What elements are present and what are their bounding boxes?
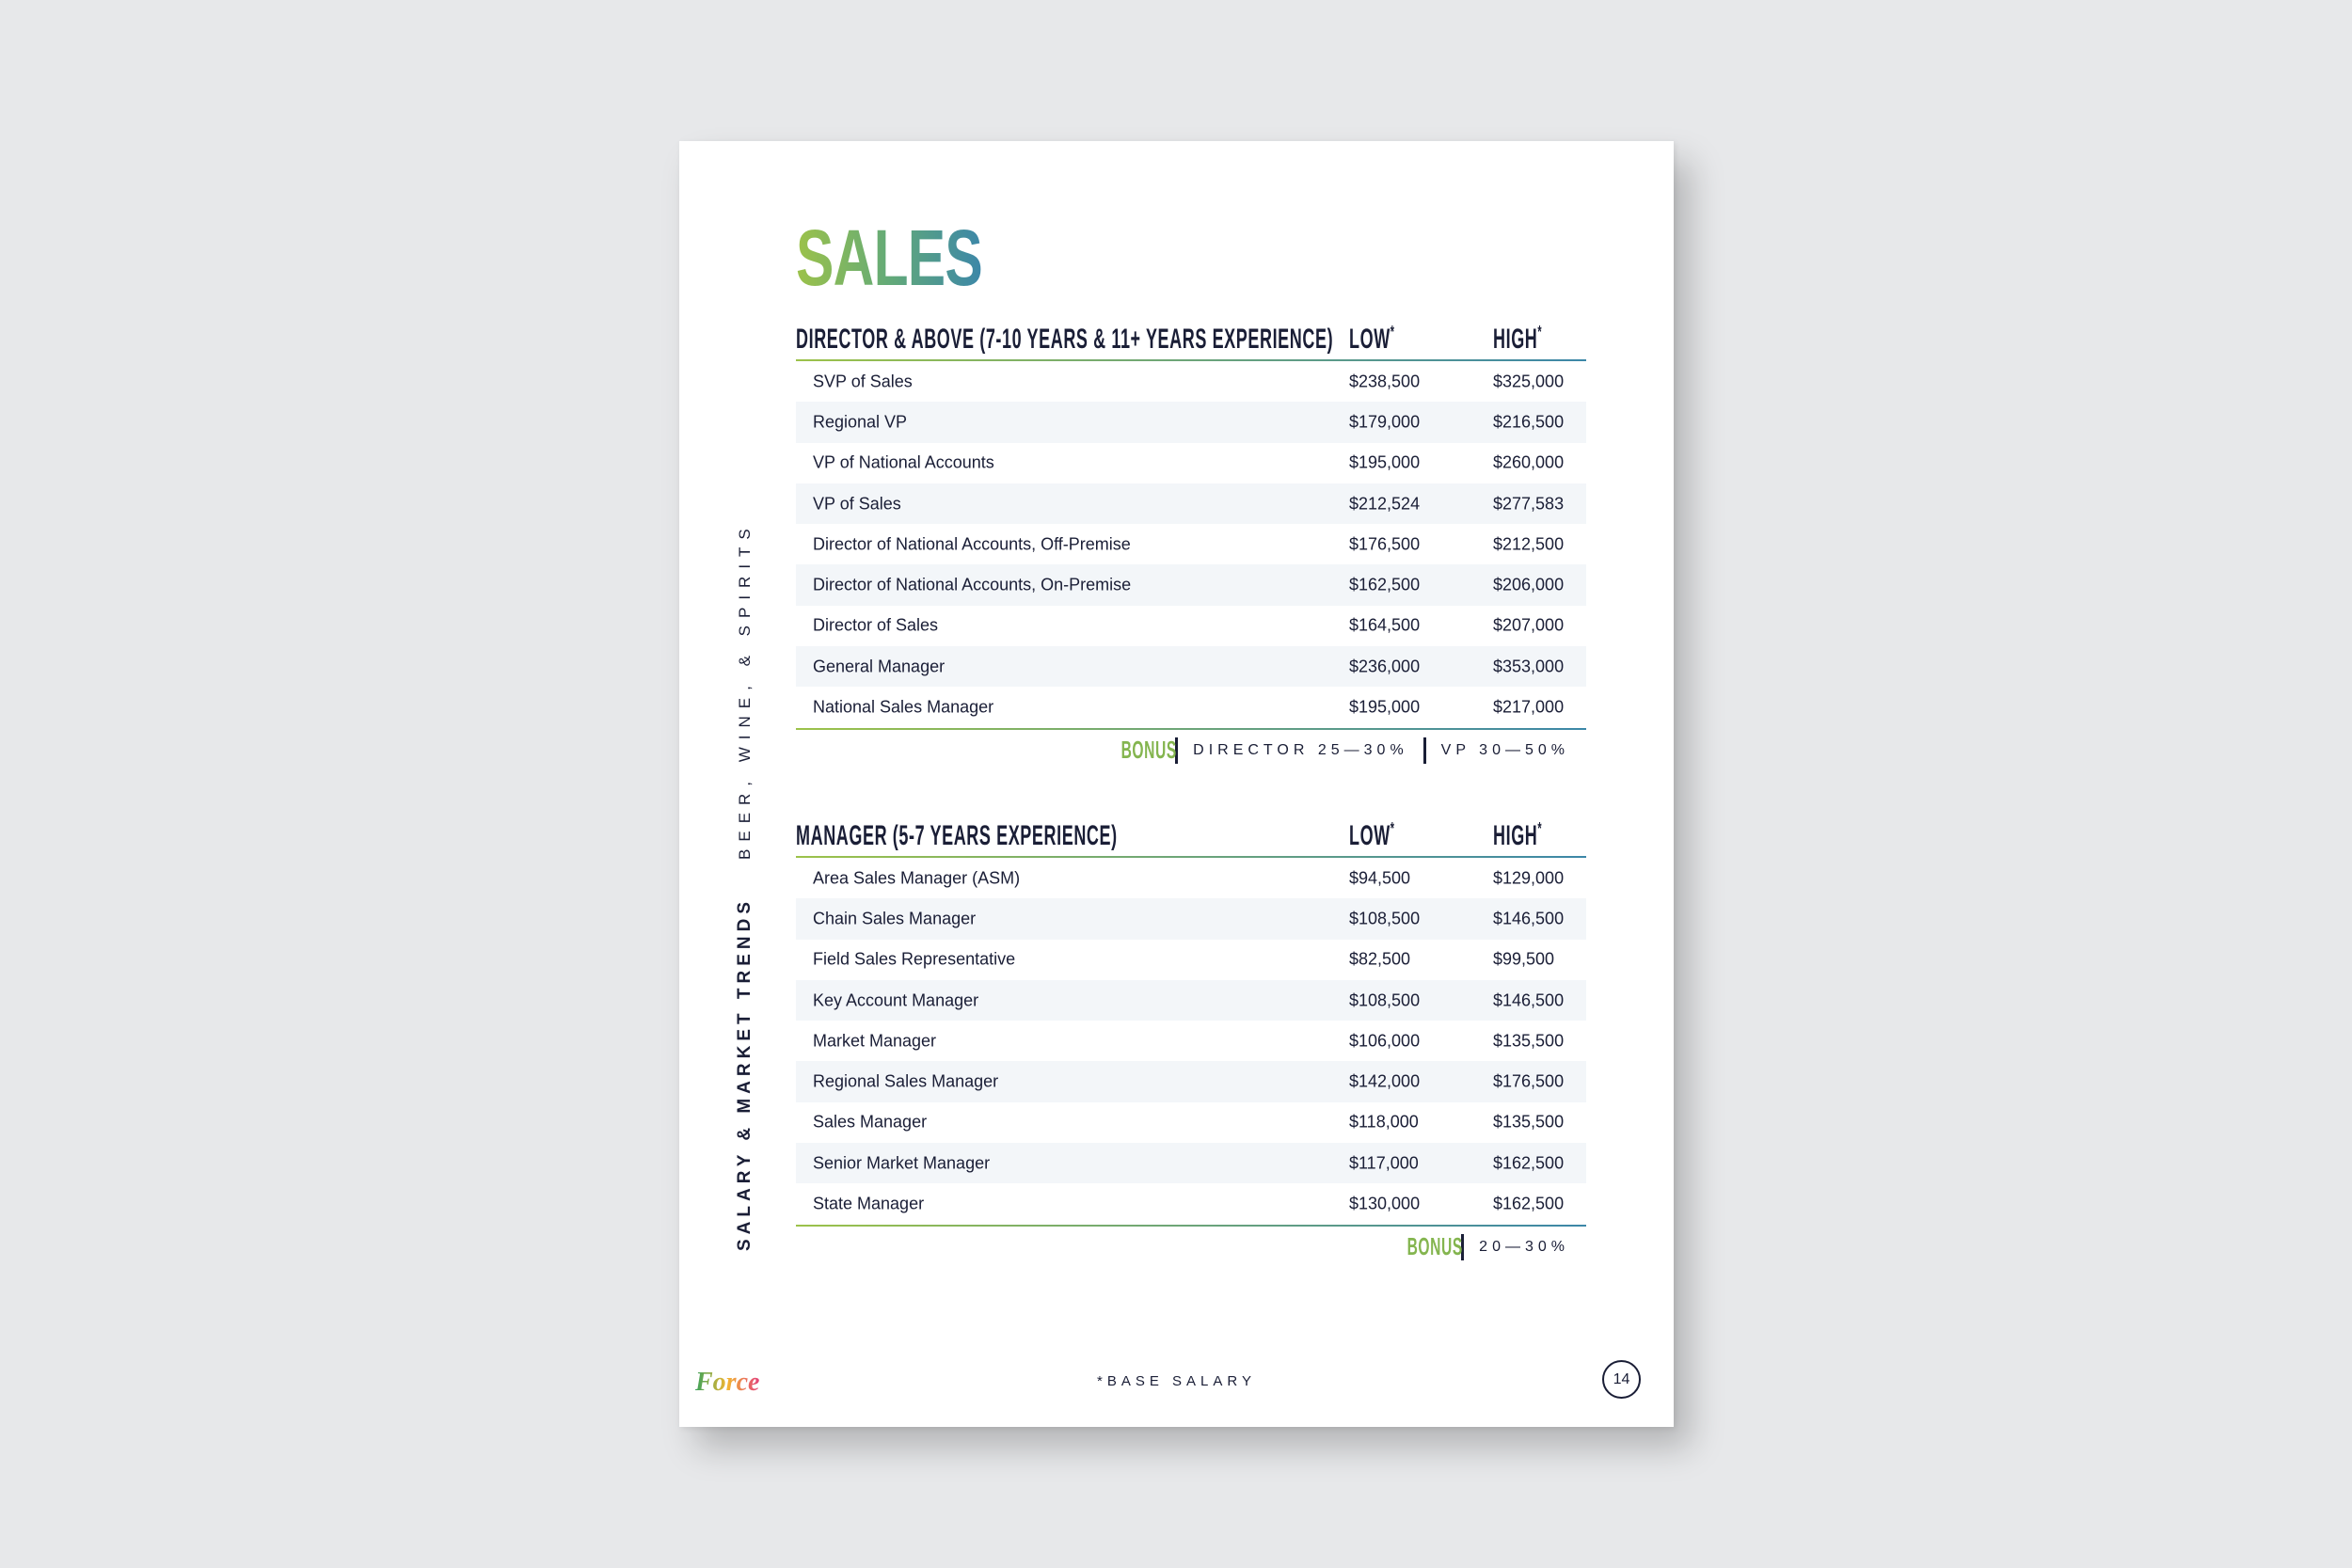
high-salary: $146,500 <box>1493 909 1565 928</box>
bonus-divider <box>1423 737 1426 764</box>
footnote: *BASE SALARY <box>1097 1373 1256 1389</box>
document-page <box>679 141 1674 1427</box>
low-salary: $195,000 <box>1349 697 1421 717</box>
table-row <box>796 1061 1586 1101</box>
section-heading: MANAGER (5-7 YEARS EXPERIENCE) <box>796 820 1118 851</box>
asterisk: * <box>1537 323 1543 341</box>
table-row <box>796 980 1586 1021</box>
low-salary: $108,500 <box>1349 909 1421 928</box>
low-salary: $238,500 <box>1349 372 1421 391</box>
low-label: LOW <box>1349 324 1391 355</box>
table-row <box>796 940 1586 980</box>
high-salary: $162,500 <box>1493 1153 1565 1173</box>
low-salary: $212,524 <box>1349 494 1421 514</box>
table-row <box>796 483 1586 524</box>
section-heading: DIRECTOR & ABOVE (7-10 YEARS & 11+ YEARS EXPERIENCE) <box>796 324 1334 355</box>
high-salary: $260,000 <box>1493 452 1565 472</box>
job-title: Director of National Accounts, Off-Premise <box>813 534 1131 554</box>
low-salary: $130,000 <box>1349 1194 1421 1213</box>
table-row <box>796 1183 1586 1224</box>
job-title: General Manager <box>813 657 946 676</box>
brand-logo: Force <box>695 1368 760 1397</box>
bonus-value: 20—30% <box>1479 1238 1569 1255</box>
bonus-value: DIRECTOR 25—30% <box>1193 741 1408 758</box>
asterisk: * <box>1390 323 1395 341</box>
table-row <box>796 1021 1586 1061</box>
side-running-title <box>731 521 759 1251</box>
job-title: Key Account Manager <box>813 990 979 1010</box>
job-title: State Manager <box>813 1194 925 1213</box>
job-title: Chain Sales Manager <box>813 909 977 928</box>
high-salary: $217,000 <box>1493 697 1565 717</box>
asterisk: * <box>1390 819 1395 838</box>
job-title: Sales Manager <box>813 1112 928 1132</box>
bonus-line <box>796 730 1586 771</box>
low-salary: $164,500 <box>1349 615 1421 635</box>
page-number: 14 <box>1602 1360 1641 1399</box>
low-salary: $162,500 <box>1349 575 1421 594</box>
high-column-header <box>1493 819 1542 852</box>
low-salary: $108,500 <box>1349 990 1421 1010</box>
table-row <box>796 1102 1586 1143</box>
side-title-right: BEER, WINE, & SPIRITS <box>736 521 754 860</box>
manager-section <box>796 815 1586 1268</box>
table-row <box>796 443 1586 483</box>
table-row <box>796 898 1586 939</box>
low-salary: $195,000 <box>1349 452 1421 472</box>
job-title: National Sales Manager <box>813 697 994 717</box>
bonus-value: VP 30—50% <box>1440 741 1569 758</box>
job-title: SVP of Sales <box>813 372 913 391</box>
high-salary: $206,000 <box>1493 575 1565 594</box>
high-salary: $207,000 <box>1493 615 1565 635</box>
low-salary: $236,000 <box>1349 657 1421 676</box>
job-title: Regional Sales Manager <box>813 1071 999 1091</box>
high-salary: $129,000 <box>1493 868 1565 888</box>
low-salary: $94,500 <box>1349 868 1411 888</box>
table-row <box>796 402 1586 442</box>
low-salary: $82,500 <box>1349 949 1411 969</box>
high-salary: $325,000 <box>1493 372 1565 391</box>
table-row <box>796 606 1586 646</box>
high-salary: $353,000 <box>1493 657 1565 676</box>
high-salary: $146,500 <box>1493 990 1565 1010</box>
high-salary: $135,500 <box>1493 1112 1565 1132</box>
high-salary: $277,583 <box>1493 494 1565 514</box>
asterisk: * <box>1537 819 1543 838</box>
low-label: LOW <box>1349 820 1391 851</box>
high-salary: $212,500 <box>1493 534 1565 554</box>
director-section <box>796 318 1586 771</box>
high-salary: $135,500 <box>1493 1031 1565 1051</box>
page-title: SALES <box>796 214 983 302</box>
section-header <box>796 815 1586 856</box>
table-row <box>796 858 1586 898</box>
low-salary: $118,000 <box>1349 1112 1419 1132</box>
table-row <box>796 1143 1586 1183</box>
job-title: Field Sales Representative <box>813 949 1016 969</box>
job-title: Director of Sales <box>813 615 939 635</box>
side-title-left: SALARY & MARKET TRENDS <box>735 896 755 1251</box>
low-salary: $176,500 <box>1349 534 1421 554</box>
bonus-label: BONUS <box>1120 736 1178 765</box>
job-title: Area Sales Manager (ASM) <box>813 868 1021 888</box>
low-salary: $142,000 <box>1349 1071 1421 1091</box>
high-salary: $176,500 <box>1493 1071 1565 1091</box>
high-salary: $99,500 <box>1493 949 1555 969</box>
high-label: HIGH <box>1493 820 1538 851</box>
low-salary: $179,000 <box>1349 412 1421 432</box>
job-title: Market Manager <box>813 1031 937 1051</box>
low-column-header <box>1349 323 1395 356</box>
table-row <box>796 361 1586 402</box>
table-row <box>796 687 1586 727</box>
low-column-header <box>1349 819 1395 852</box>
job-title: Director of National Accounts, On-Premise <box>813 575 1132 594</box>
job-title: Senior Market Manager <box>813 1153 991 1173</box>
high-salary: $216,500 <box>1493 412 1565 432</box>
job-title: Regional VP <box>813 412 908 432</box>
high-salary: $162,500 <box>1493 1194 1565 1213</box>
bonus-label: BONUS <box>1406 1232 1464 1261</box>
job-title: VP of Sales <box>813 494 901 514</box>
job-title: VP of National Accounts <box>813 452 994 472</box>
low-salary: $117,000 <box>1349 1153 1419 1173</box>
high-label: HIGH <box>1493 324 1538 355</box>
table-row <box>796 524 1586 564</box>
high-column-header <box>1493 323 1542 356</box>
table-row <box>796 646 1586 687</box>
section-header <box>796 318 1586 359</box>
table-row <box>796 564 1586 605</box>
bonus-line <box>796 1227 1586 1268</box>
low-salary: $106,000 <box>1349 1031 1421 1051</box>
